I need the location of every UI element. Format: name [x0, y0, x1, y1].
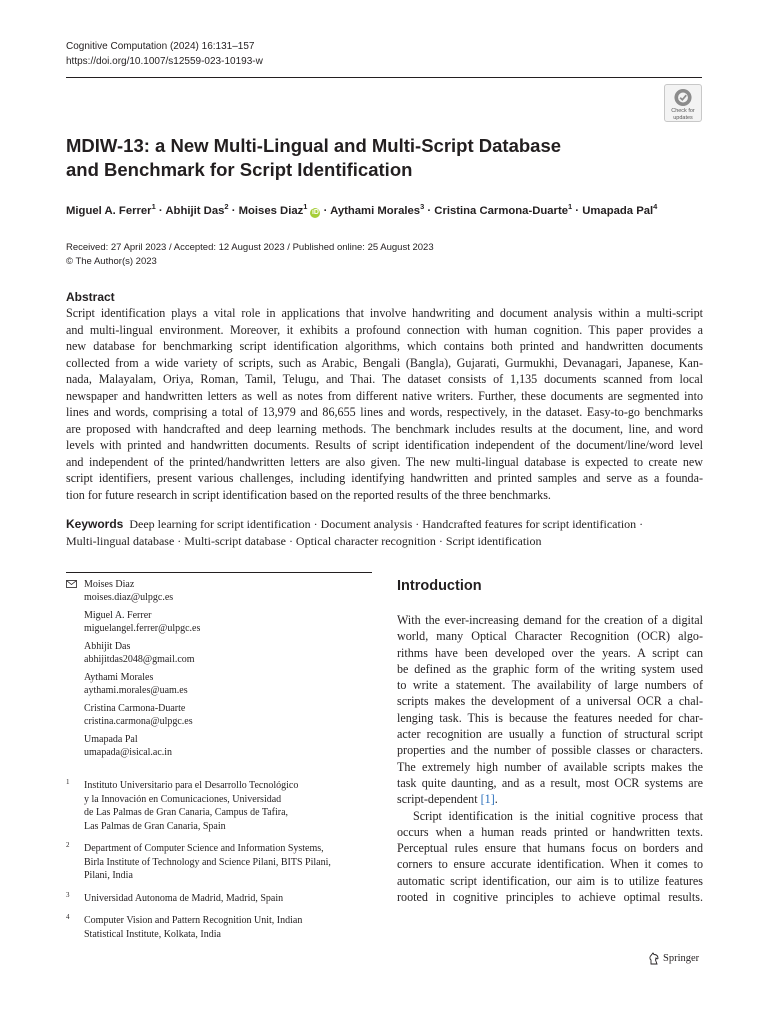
- author-list: [66, 202, 657, 218]
- author-affiliation-mark: 1: [568, 202, 573, 211]
- author-separator: ·: [424, 204, 435, 217]
- badge-label-2: updates: [673, 115, 693, 121]
- springer-horse-icon: [648, 952, 660, 965]
- contact-entry: [66, 671, 376, 697]
- contact-name: Abhijit Das: [84, 641, 131, 652]
- contact-email[interactable]: umapada@isical.ac.in: [84, 747, 173, 758]
- body-line: automatic script identification, our aim is to utilize features: [397, 873, 703, 888]
- abstract-line: tion for future research in script identification based on the reported results of the three benchmarks.: [66, 487, 551, 502]
- title-line-1: MDIW-13: a New Multi-Lingual and Multi-Script Database: [66, 135, 562, 156]
- contact-email[interactable]: aythami.morales@uam.es: [84, 685, 188, 696]
- author-name[interactable]: Abhijit Das: [165, 204, 225, 217]
- affiliation-line: Instituto Universitario para el Desarrollo Tecnológico: [84, 780, 299, 791]
- contact-name: Moises Diaz: [84, 579, 135, 590]
- citation-link[interactable]: [1]: [480, 792, 495, 807]
- keywords-line-2: Multi-lingual database · Multi-script database · Optical character recognition · Script identification: [66, 534, 542, 548]
- body-line: rithms have been developed over the years. A script can: [397, 645, 703, 660]
- affiliation-line: Universidad Autonoma de Madrid, Madrid, Spain: [84, 892, 284, 904]
- abstract-line: lines and words, comprising a total of 13,979 and 86,655 lines and words, respectively, in the dataset. Easy-to-go benchmarks: [66, 405, 703, 419]
- affiliation-line: y la Innovación en Comunicaciones, Universidad: [84, 793, 282, 805]
- abstract-line: and independent of the printed/handwritten letters are also given. The new multi-lingual database is expected to create new: [66, 454, 703, 469]
- abstract-line: are proposed with handcrafted and deep learning methods. The benchmark includes results at the document, line, and word: [66, 421, 703, 436]
- affiliation-line: de Las Palmas de Gran Canaria, Campus de Tafira,: [84, 807, 289, 818]
- affiliation-line: Computer Vision and Pattern Recognition Unit, Indian: [84, 915, 303, 926]
- abstract-line: newspaper and handwritten letters as well as notes from different native writers. Further, these documents are segmented into: [66, 388, 703, 403]
- author-separator: ·: [320, 204, 331, 217]
- author-name[interactable]: Aythami Morales: [330, 204, 421, 217]
- journal-citation: Cognitive Computation (2024) 16:131–157: [66, 41, 255, 52]
- body-line: properties and the number of possible classes or characters.: [397, 743, 703, 758]
- abstract-body: [66, 305, 703, 503]
- body-line: Script identification is the initial cognitive process that: [413, 808, 703, 823]
- abstract-heading: Abstract: [66, 290, 115, 304]
- doi-link[interactable]: https://doi.org/10.1007/s12559-023-10193-w: [66, 56, 263, 67]
- author-separator: ·: [155, 204, 166, 217]
- contact-entry: [66, 702, 376, 728]
- author-affiliation-mark: 1: [303, 202, 308, 211]
- section-heading-introduction: Introduction: [397, 578, 482, 594]
- body-line: task quite daunting, and as a result, most OCR systems are: [397, 775, 703, 790]
- body-line: corners to ensure accurate identification. When it comes to: [397, 857, 703, 872]
- check-for-updates-icon: [673, 88, 693, 107]
- footnote-divider: [66, 572, 372, 573]
- body-line: rooted in cognitive principles to achieve optimal results.: [397, 890, 703, 905]
- introduction-body: [397, 612, 703, 905]
- contact-entry: [66, 578, 376, 604]
- affiliation-number: 2: [66, 841, 70, 849]
- affiliation-entry: [66, 914, 376, 941]
- affiliation-entry: [66, 779, 376, 833]
- copyright-notice: © The Author(s) 2023: [66, 256, 157, 267]
- author-affiliation-mark: 4: [653, 202, 658, 211]
- affiliation-entry: [66, 892, 376, 906]
- affiliation-line: Birla Institute of Technology and Science Pilani, BITS Pilani,: [84, 856, 331, 868]
- contact-name: Aythami Morales: [84, 672, 154, 683]
- abstract-line: Script identification plays a vital role in applications that involve handwriting and document analysis within a multi-script: [66, 306, 703, 320]
- publication-dates: Received: 27 April 2023 / Accepted: 12 August 2023 / Published online: 25 August 2023: [66, 242, 434, 253]
- envelope-icon: [66, 580, 77, 588]
- publisher-name: Springer: [663, 953, 700, 964]
- contact-email[interactable]: abhijitdas2048@gmail.com: [84, 654, 195, 665]
- author-name[interactable]: Miguel A. Ferrer: [66, 204, 152, 217]
- abstract-line: nada, Malayalam, Oriya, Roman, Tamil, Telugu, and Thai. The dataset consists of 1,135 documents scanned from local: [66, 372, 703, 386]
- author-separator: ·: [228, 204, 239, 217]
- body-line: scripts makes the development of a universal OCR a chal-: [397, 694, 703, 709]
- paper-title: [66, 134, 626, 182]
- abstract-line: collected from a wide variety of scripts, such as Arabic, Bengali (Bangla), Gujarati, Gurmukhi, Devanagari, Japanese, Kan-: [66, 355, 703, 370]
- badge-label-1: Check for: [671, 108, 695, 114]
- contact-entry: [66, 609, 376, 635]
- author-affiliation-mark: 3: [420, 202, 425, 211]
- author-name[interactable]: Moises Diaz: [238, 204, 304, 217]
- keywords-block: [66, 516, 706, 550]
- affiliation-number: 3: [66, 890, 70, 899]
- header-divider: [66, 77, 702, 78]
- author-affiliation-mark: 2: [224, 202, 229, 211]
- body-text: .: [494, 792, 498, 807]
- orcid-icon[interactable]: iD: [311, 208, 319, 216]
- contact-email[interactable]: cristina.carmona@ulpgc.es: [84, 716, 193, 727]
- abstract-line: new database for benchmarking script identification algorithms, which contains both printed and handwritten documents: [66, 339, 703, 353]
- affiliation-line: Statistical Institute, Kolkata, India: [84, 928, 221, 940]
- author-affiliation-mark: 1: [151, 202, 156, 211]
- contact-name: Miguel A. Ferrer: [84, 610, 152, 621]
- correspondence-list: [66, 578, 376, 764]
- affiliation-line: Las Palmas de Gran Canaria, Spain: [84, 820, 226, 832]
- body-line: Perceptual rules ensure that humans focus on borders and: [397, 841, 703, 856]
- body-line: lenging task. This is because the features needed for char-: [397, 710, 703, 725]
- body-line: to write a statement. The availability of large numbers of: [397, 678, 703, 693]
- author-name[interactable]: Umapada Pal: [582, 204, 654, 217]
- affiliation-line: Pilani, India: [84, 870, 133, 881]
- contact-name: Cristina Carmona-Duarte: [84, 703, 186, 714]
- abstract-line: script identifiers, present various challenges, including identifying handwritten and printed samples and serve as a founda-: [66, 471, 703, 485]
- contact-name: Umapada Pal: [84, 734, 138, 745]
- contact-entry: [66, 640, 376, 666]
- body-line: acter recognition are usually a function of structural script: [397, 727, 703, 742]
- body-line: be defined as the graphic form of the writing system used: [397, 661, 703, 676]
- publisher-logo: [648, 952, 699, 965]
- body-line: The extremely high number of available scripts makes the: [397, 759, 703, 774]
- keywords-line-1: Deep learning for script identification · Document analysis · Handcrafted features for script identification ·: [129, 517, 644, 531]
- affiliation-number: 1: [66, 778, 70, 786]
- abstract-line: and multi-lingual environment. Moreover, it exhibits a profound connection with human cognition. This paper provides a: [66, 322, 703, 337]
- affiliation-line: Department of Computer Science and Information Systems,: [84, 843, 324, 854]
- affiliation-entry: [66, 842, 376, 883]
- body-line: occurs when a human reads printed or handwritten texts.: [397, 824, 703, 839]
- affiliation-number: 4: [66, 913, 70, 921]
- contact-email[interactable]: miguelangel.ferrer@ulpgc.es: [84, 623, 201, 634]
- author-separator: ·: [572, 204, 583, 217]
- title-line-2: and Benchmark for Script Identification: [66, 159, 413, 180]
- contact-email[interactable]: moises.diaz@ulpgc.es: [84, 592, 174, 603]
- body-text: script-dependent: [397, 792, 481, 807]
- author-name[interactable]: Cristina Carmona-Duarte: [434, 204, 568, 217]
- check-for-updates-badge[interactable]: [664, 84, 702, 122]
- affiliation-list: [66, 779, 376, 950]
- body-line-with-citation: [397, 791, 703, 807]
- abstract-line: levels with printed and handwritten documents. Results of script identification independent of the document/line/word level: [66, 438, 703, 452]
- body-line: world, many Optical Character Recognition (OCR) algo-: [397, 629, 703, 644]
- keywords-label: Keywords: [66, 517, 124, 531]
- body-line: With the ever-increasing demand for the creation of a digital: [397, 613, 703, 627]
- contact-entry: [66, 733, 376, 759]
